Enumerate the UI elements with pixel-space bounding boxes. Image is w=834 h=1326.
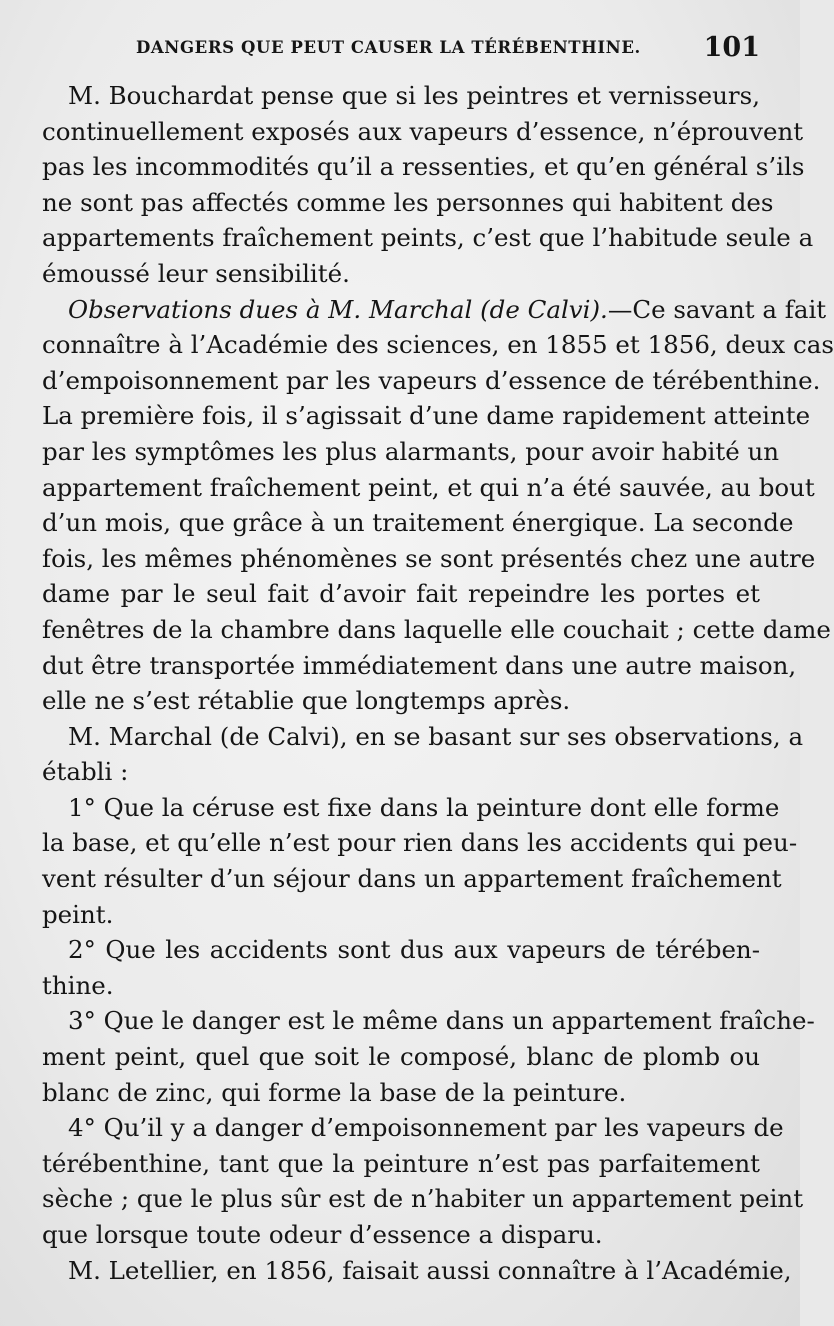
body-text — [42, 78, 834, 1288]
text-line: d’empoisonnement par les vapeurs d’essence de térébenthine. — [42, 365, 821, 395]
text-line: peint. — [42, 899, 114, 929]
text-line: connaître à l’Académie des sciences, en 1855 et 1856, deux cas — [42, 330, 834, 360]
text-line: d’un mois, que grâce à un traitement énergique. La seconde — [42, 508, 794, 538]
paragraph — [42, 932, 760, 1003]
text-line: thine. — [42, 970, 114, 1000]
text-line: fois, les mêmes phénomènes se sont présentés chez une autre — [42, 543, 816, 573]
page-header — [0, 30, 800, 70]
paragraph — [42, 292, 834, 719]
text-line: pas les incommodités qu’il a ressenties, et qu’en général s’ils — [42, 152, 805, 182]
paragraph — [42, 1253, 792, 1289]
paragraph — [42, 790, 798, 932]
paragraph — [42, 719, 804, 790]
text-line: M. Bouchardat pense que si les peintres et vernisseurs, — [68, 81, 760, 110]
paragraph — [42, 78, 814, 292]
line-text: —Ce savant a fait — [607, 294, 827, 324]
text-line: M. Letellier, en 1856, faisait aussi connaître à l’Académie, — [68, 1255, 792, 1285]
text-line: appartement fraîchement peint, et qui n’a été sauvée, au bout — [42, 472, 815, 502]
italic-heading: Observations dues à M. Marchal (de Calvi). — [68, 294, 608, 324]
text-line: 2° Que les accidents sont dus aux vapeurs de térében- — [68, 935, 760, 965]
text-line: que lorsque toute odeur d’essence a disparu. — [42, 1220, 603, 1249]
text-line: blanc de zinc, qui forme la base de la peinture. — [42, 1077, 627, 1107]
text-line: vent résulter d’un séjour dans un appartement fraîchement — [42, 864, 782, 894]
text-line: sèche ; que le plus sûr est de n’habiter un appartement peint — [42, 1184, 804, 1214]
text-line: dut être transportée immédiatement dans une autre maison, — [42, 650, 797, 680]
text-line: ment peint, quel que soit le composé, blanc de plomb ou — [42, 1042, 760, 1072]
text-line: La première fois, il s’agissait d’une dame rapidement atteinte — [42, 401, 811, 431]
text-line: 1° Que la céruse est fixe dans la peinture dont elle forme — [68, 792, 780, 822]
text-line: continuellement exposés aux vapeurs d’essence, n’éprouvent — [42, 116, 804, 146]
text-line: fenêtres de la chambre dans laquelle elle couchait ; cette dame — [42, 614, 831, 644]
text-line: par les symptômes les plus alarmants, pour avoir habité un — [42, 436, 780, 466]
text-line: térébenthine, tant que la peinture n’est pas parfaitement — [42, 1148, 760, 1178]
text-line: établi : — [42, 757, 129, 787]
running-title: DANGERS QUE PEUT CAUSER LA TÉRÉBENTHINE. — [136, 38, 641, 57]
paragraph — [42, 1110, 804, 1252]
paragraph — [42, 1003, 815, 1110]
text-line: appartements fraîchement peints, c’est que l’habitude seule a — [42, 223, 814, 253]
page-number: 101 — [703, 32, 760, 63]
text-line: 4° Qu’il y a danger d’empoisonnement par les vapeurs de — [68, 1113, 784, 1143]
text-line: la base, et qu’elle n’est pour rien dans les accidents qui peu- — [42, 828, 798, 858]
text-line: M. Marchal (de Calvi), en se basant sur ses observations, a — [68, 721, 804, 751]
text-line: émoussé leur sensibilité. — [42, 258, 350, 288]
text-line: 3° Que le danger est le même dans un appartement fraîche- — [68, 1006, 815, 1036]
text-line: ne sont pas affectés comme les personnes qui habitent des — [42, 187, 774, 217]
text-line: elle ne s’est rétablie que longtemps après. — [42, 686, 571, 716]
text-line — [42, 292, 827, 328]
text-line: dame par le seul fait d’avoir fait repeindre les portes et — [42, 579, 760, 609]
